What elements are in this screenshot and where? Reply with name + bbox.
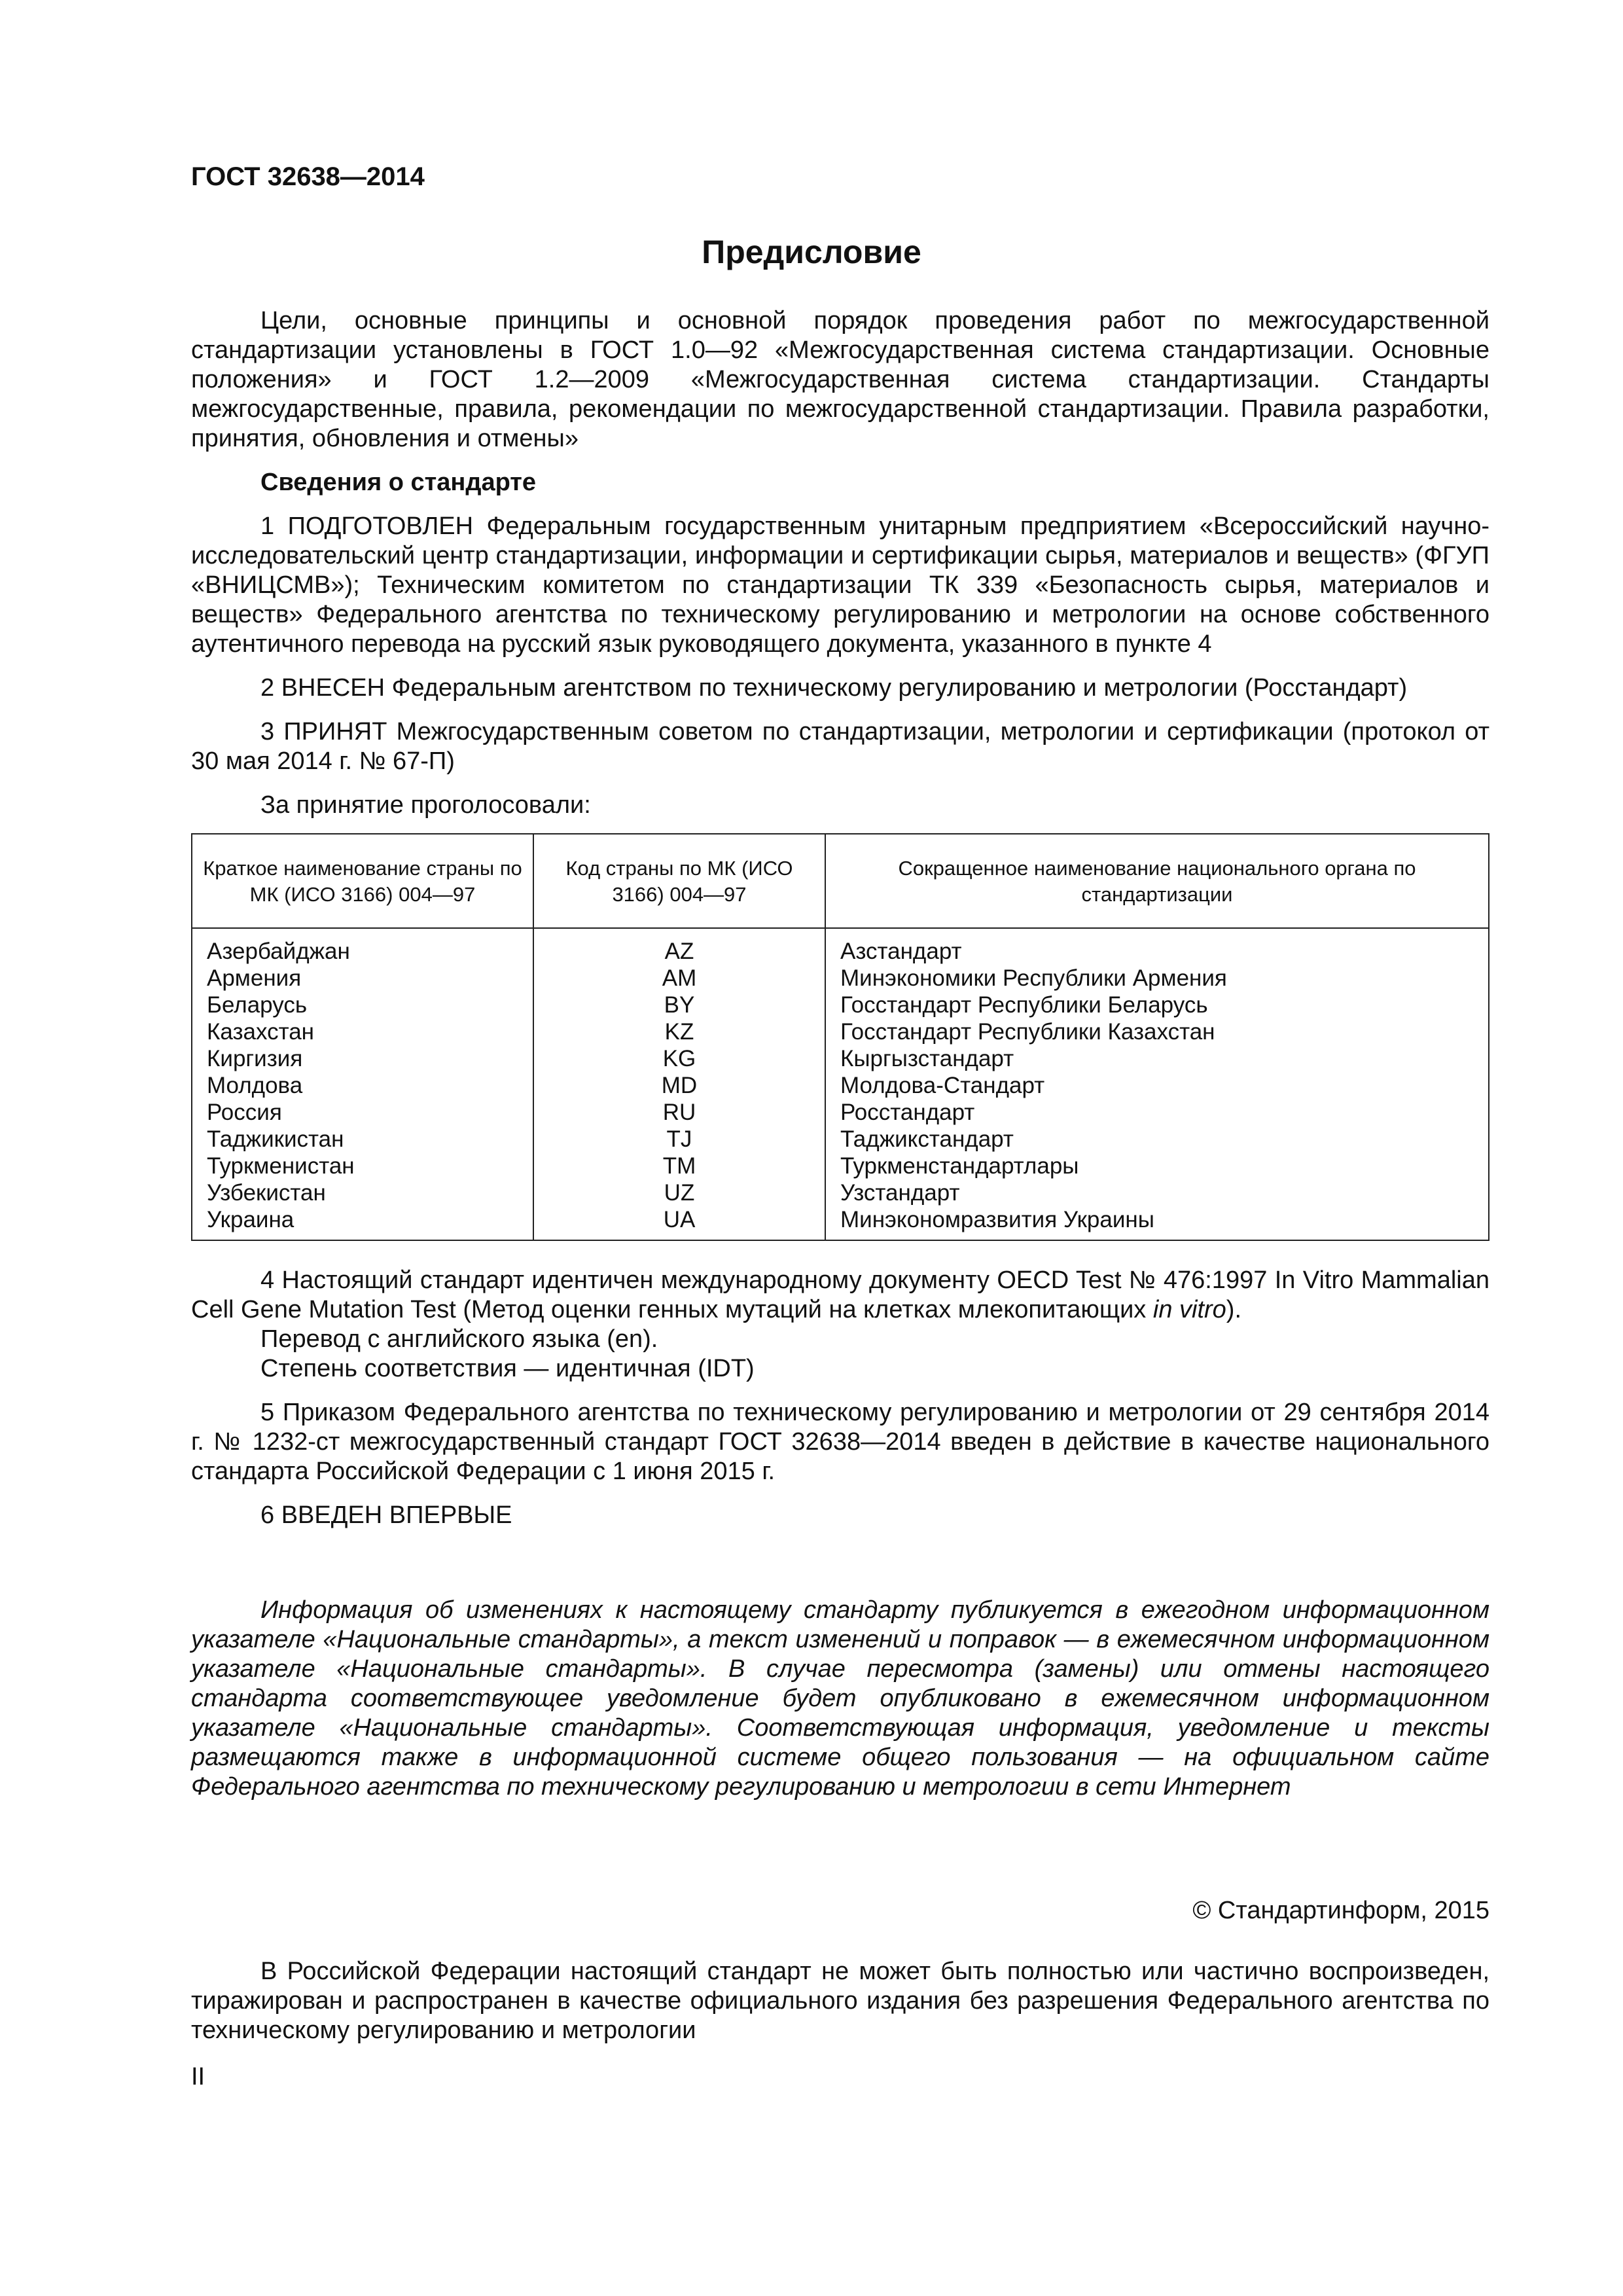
standard-code: ГОСТ 32638—2014 — [191, 162, 425, 191]
cell-country: Беларусь — [192, 992, 533, 1018]
table-row — [192, 1206, 1489, 1240]
cell-country: Киргизия — [192, 1045, 533, 1072]
cell-authority: Госстандарт Республики Беларусь — [825, 992, 1489, 1018]
table-header-row — [192, 834, 1489, 928]
cell-code: TM — [533, 1153, 825, 1179]
cell-code: UZ — [533, 1179, 825, 1206]
cell-country: Азербайджан — [192, 928, 533, 965]
notice-paragraph: Информация об изменениях к настоящему стандарту публикуется в ежегодном информационном указателе «Национальные стандарты», а текст изменений и поправок — в ежемесячном информационном указателе «Национальные стандарты». В случае пересмотра (замены) или отмены настоящего стандарта соответствующее уведомление будет опубликовано в ежемесячном информационном указателе «Национальные стандарты». Соответствующая информация, уведомление и тексты размещаются также в информационной системе общего пользования — на официальном сайте Федерального агентства по техническому регулированию и метрологии в сети Интернет — [191, 1596, 1489, 1801]
item-3: 3 ПРИНЯТ Межгосударственным советом по стандартизации, метрологии и сертификации (протокол от 30 мая 2014 г. № 67-П) — [191, 718, 1489, 775]
cell-code: TJ — [533, 1126, 825, 1153]
item-4-text: 4 Настоящий стандарт идентичен международному документу OECD Test № 476:1997 In Vitro Mammalian Cell Gene Mutation Test (Метод оценки генных мутаций на клетках млекопитающих — [191, 1266, 1489, 1323]
vote-label: За принятие проголосовали: — [260, 791, 591, 819]
rights-paragraph: В Российской Федерации настоящий стандарт не может быть полностью или частично воспроизведен, тиражирован и распространен в качестве официального издания без разрешения Федерального агентства по техническому регулированию и метрологии — [191, 1958, 1489, 2044]
cell-country: Таджикистан — [192, 1126, 533, 1153]
page-number: II — [191, 2063, 205, 2090]
table-row — [192, 1018, 1489, 1045]
document-body — [191, 306, 1489, 1816]
cell-code: BY — [533, 992, 825, 1018]
item-4-degree: Степень соответствия — идентичная (IDT) — [260, 1355, 755, 1382]
item-5: 5 Приказом Федерального агентства по техническому регулированию и метрологии от 29 сентября 2014 г. № 1232-ст межгосударственный стандарт ГОСТ 32638—2014 введен в действие в качестве национального стандарта Российской Федерации с 1 июня 2015 г. — [191, 1399, 1489, 1485]
cell-code: AZ — [533, 928, 825, 965]
table-body — [192, 928, 1489, 1240]
item-4-translation: Перевод с английского языка (en). — [260, 1325, 658, 1353]
cell-country: Узбекистан — [192, 1179, 533, 1206]
cell-country: Россия — [192, 1099, 533, 1126]
cell-code: MD — [533, 1072, 825, 1099]
header-authority: Сокращенное наименование национального органа по стандартизации — [825, 834, 1489, 928]
cell-authority: Туркменстандартлары — [825, 1153, 1489, 1179]
cell-authority: Кыргызстандарт — [825, 1045, 1489, 1072]
item-6: 6 ВВЕДЕН ВПЕРВЫЕ — [260, 1501, 512, 1529]
header-code: Код страны по МК (ИСО 3166) 004—97 — [533, 834, 825, 928]
table-row — [192, 992, 1489, 1018]
item-4-end: ). — [1226, 1296, 1242, 1323]
page-title: Предисловие — [702, 234, 921, 270]
copyright: © Стандартинформ, 2015 — [1192, 1897, 1489, 1924]
cell-authority: Таджикстандарт — [825, 1126, 1489, 1153]
header-country: Краткое наименование страны по МК (ИСО 3166) 004—97 — [192, 834, 533, 928]
info-heading: Сведения о стандарте — [260, 469, 537, 496]
table-row — [192, 965, 1489, 992]
item-4-italic: in vitro — [1152, 1296, 1226, 1323]
table-row — [192, 1153, 1489, 1179]
cell-authority: Молдова-Стандарт — [825, 1072, 1489, 1099]
table-row — [192, 928, 1489, 965]
voting-table — [191, 833, 1489, 1241]
cell-country: Украина — [192, 1206, 533, 1240]
table-row — [192, 1179, 1489, 1206]
cell-authority: Росстандарт — [825, 1099, 1489, 1126]
table-row — [192, 1126, 1489, 1153]
cell-country: Армения — [192, 965, 533, 992]
table-row — [192, 1099, 1489, 1126]
table-row — [192, 1045, 1489, 1072]
cell-code: RU — [533, 1099, 825, 1126]
spacer — [191, 1545, 1489, 1596]
cell-country: Казахстан — [192, 1018, 533, 1045]
cell-authority: Минэкономики Республики Армения — [825, 965, 1489, 992]
item-2: 2 ВНЕСЕН Федеральным агентством по техническому регулированию и метрологии (Росстандарт) — [260, 674, 1408, 702]
cell-authority: Узстандарт — [825, 1179, 1489, 1206]
cell-country: Туркменистан — [192, 1153, 533, 1179]
cell-country: Молдова — [192, 1072, 533, 1099]
intro-paragraph: Цели, основные принципы и основной порядок проведения работ по межгосударственной стандартизации установлены в ГОСТ 1.0—92 «Межгосударственная система стандартизации. Основные положения» и ГОСТ 1.2—2009 «Межгосударственная система стандартизации. Стандарты межгосударственные, правила, рекомендации по межгосударственной стандартизации. Правила разработки, принятия, обновления и отмены» — [191, 307, 1489, 452]
item-1: 1 ПОДГОТОВЛЕН Федеральным государственным унитарным предприятием «Всероссийский научно-исследовательский центр стандартизации, информации и сертификации сырья, материалов и веществ» (ФГУП «ВНИЦСМВ»); Техническим комитетом по стандартизации ТК 339 «Безопасность сырья, материалов и веществ» Федерального агентства по техническому регулированию и метрологии на основе собственного аутентичного перевода на русский язык руководящего документа, указанного в пункте 4 — [191, 512, 1489, 658]
table-row — [192, 1072, 1489, 1099]
cell-code: UA — [533, 1206, 825, 1240]
cell-code: KG — [533, 1045, 825, 1072]
cell-authority: Госстандарт Республики Казахстан — [825, 1018, 1489, 1045]
cell-code: KZ — [533, 1018, 825, 1045]
item-4 — [191, 1266, 1489, 1325]
cell-authority: Минэкономразвития Украины — [825, 1206, 1489, 1240]
cell-authority: Азстандарт — [825, 928, 1489, 965]
cell-code: AM — [533, 965, 825, 992]
